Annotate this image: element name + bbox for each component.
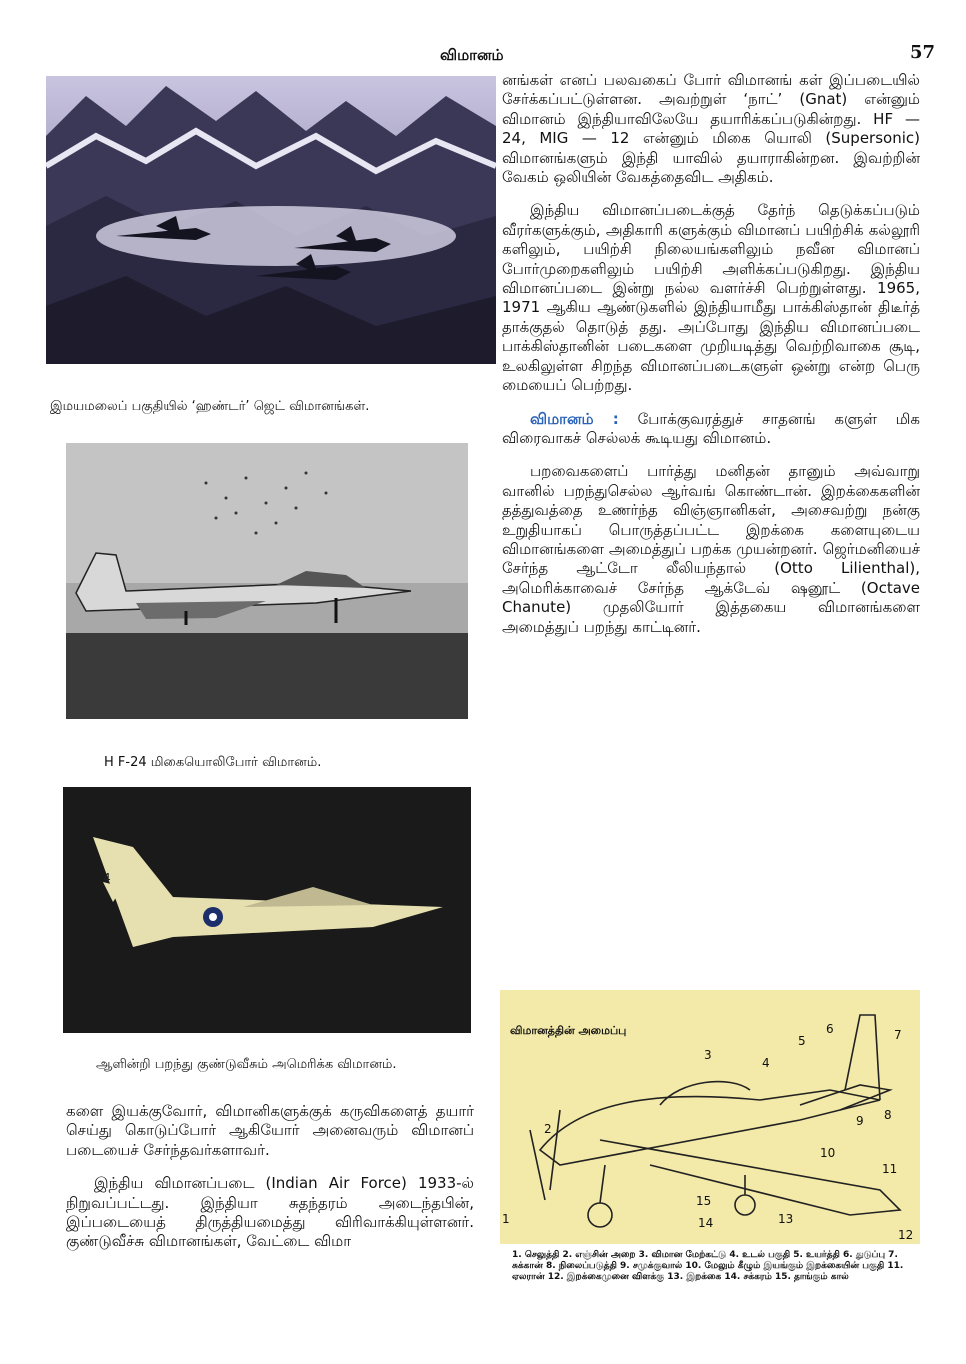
diagram-label-11: 11 — [882, 1162, 898, 1176]
diagram-label-8: 8 — [884, 1108, 892, 1122]
left-paragraph-1: களை இயக்குவோர், விமானிகளுக்குக் கருவிகளைத் தயார் செய்து கொடுப்போர் ஆகியோர் அனைவரும் விமானப் படையைச் சேர்ந்தவர்களாவர். — [66, 1102, 474, 1159]
diagram-title: விமானத்தின் அமைப்பு — [510, 1024, 627, 1037]
diagram-label-13: 13 — [778, 1212, 794, 1226]
right-paragraph-2: இந்திய விமானப்படைக்குத் தேர்ந் தெடுக்கப்படும் வீரர்களுக்கும், அதிகாரி களுக்கும் விமானப் பயிற்சிக் கல்லூரி களிலும், பயிற்சி நிலையங்களிலும் நவீன விமானப் போர்முறைகளிலும் பயிற்சி அளிக்கப்படுகிறது. இந்திய விமானப்படை இன்று நல்ல வளர்ச்சி பெற்றுள்ளது. 1965, 1971 ஆகிய ஆண்டுகளில் இந்தியாமீது பாக்கிஸ்தான் திடீர்த் தாக்குதல் தொடுத் தது. அப்போது இந்திய விமானப்படை பாக்கிஸ்தானின் படைகளை முறியடித்து வெற்றிவாகை சூடி, உலகிலுள்ள சிறந்த விமானப்படைகளுள் ஒன்று என்ற பெரு மையைப் பெற்றது. — [502, 201, 920, 395]
caption-hf24: H F-24 மிகையொலிபோர் விமானம். — [104, 755, 322, 770]
photo-hunter-jets — [46, 76, 496, 364]
diagram-label-14: 14 — [698, 1216, 714, 1230]
diagram-label-6: 6 — [826, 1022, 834, 1036]
diagram-label-4: 4 — [762, 1056, 770, 1070]
caption-drone: ஆளின்றி பறந்து குண்டுவீசும் அமெரிக்க விமானம். — [96, 1057, 397, 1072]
right-paragraph-1: னங்கள் எனப் பலவகைப் போர் விமானங் கள் இப்படையில் சேர்க்கப்பட்டுள்ளன. அவற்றுள் ‘நாட்’ (Gnat) என்னும் விமானம் இந்தியாவிலேயே தயாரிக்கப்படுகின்றது. HF — 24, MIG — 12 என்னும் மிகை யொலி (Supersonic) விமானங்களும் இந்தி யாவில் தயாராகின்றன. இவற்றின் வேகம் ஒலியின் வேகத்தைவிட அதிகம். — [502, 71, 920, 187]
running-header: விமானம் — [440, 46, 504, 64]
diagram-label-3: 3 — [704, 1048, 712, 1062]
diagram-label-12: 12 — [898, 1228, 914, 1242]
left-paragraph-2: இந்திய விமானப்படை (Indian Air Force) 1933-ல் நிறுவப்பட்டது. இந்தியா சுதந்தரம் அடைந்தபின், இப்படையைத் திருத்தியமைத்து விரிவாக்கியுள்ளனர். குண்டுவீச்சு விமானங்கள், வேட்டை விமா — [66, 1174, 474, 1251]
section-intro-text: போக்குவரத்துச் சாதனங் களுள் மிக விரைவாகச் செல்லக் கூடியது விமானம். — [502, 409, 920, 447]
svg-text:4: 4 — [103, 871, 111, 885]
section-heading-vimanam: விமானம் : — [530, 409, 619, 428]
caption-hunter: இமயமலைப் பகுதியில் ‘ஹண்டர்’ ஜெட் விமானங்கள். — [50, 399, 370, 414]
right-column — [502, 71, 920, 651]
diagram-legend: 1. செலுத்தி 2. எஞ்சின் அறை 3. விமான மேற்கட்டு 4. உடல் பகுதி 5. உயர்த்தி 6. துடுப்பு 7. சுக்கான் 8. நிலைப்படுத்தி 9. சமுக்குவால் 10. மேலும் கீழும் இயங்கும் இறக்கையின் பகுதி 11. ஏலரான் 12. இறக்கைமுனை விளக்கு 13. இறக்கை 14. சக்கரம் 15. தாங்கும் கால் — [512, 1250, 904, 1282]
photo-hf24 — [66, 443, 468, 719]
diagram-label-15: 15 — [696, 1194, 712, 1208]
left-column — [66, 1102, 474, 1266]
right-paragraph-3 — [502, 410, 920, 449]
photo-drone — [63, 787, 471, 1033]
aircraft-diagram — [500, 990, 920, 1244]
diagram-label-1: 1 — [502, 1212, 510, 1226]
diagram-label-7: 7 — [894, 1028, 902, 1042]
diagram-label-9: 9 — [856, 1114, 864, 1128]
diagram-label-2: 2 — [544, 1122, 552, 1136]
diagram-label-10: 10 — [820, 1146, 836, 1160]
page-number: 57 — [910, 42, 936, 63]
right-paragraph-4: பறவைகளைப் பார்த்து மனிதன் தானும் அவ்வாறு வானில் பறந்துசெல்ல ஆர்வங் கொண்டான். இறக்கைகளின் தத்துவத்தை உணர்ந்த விஞ்ஞானிகள், அசைவற்று நன்கு உறுதியாகப் பொருத்தப்பட்ட இறக்கை களையுடைய விமானங்களை அமைத்துப் பறக்க முயன்றனர். ஜெர்மனியைச் சேர்ந்த ஆட்டோ லீலியந்தால் (Otto Lilienthal), அமெரிக்காவைச் சேர்ந்த ஆக்டேவ் ஷனூட் (Octave Chanute) முதலியோர் இத்தகைய விமானங்களை அமைத்துப் பறந்து காட்டினர். — [502, 462, 920, 636]
diagram-label-5: 5 — [798, 1034, 806, 1048]
